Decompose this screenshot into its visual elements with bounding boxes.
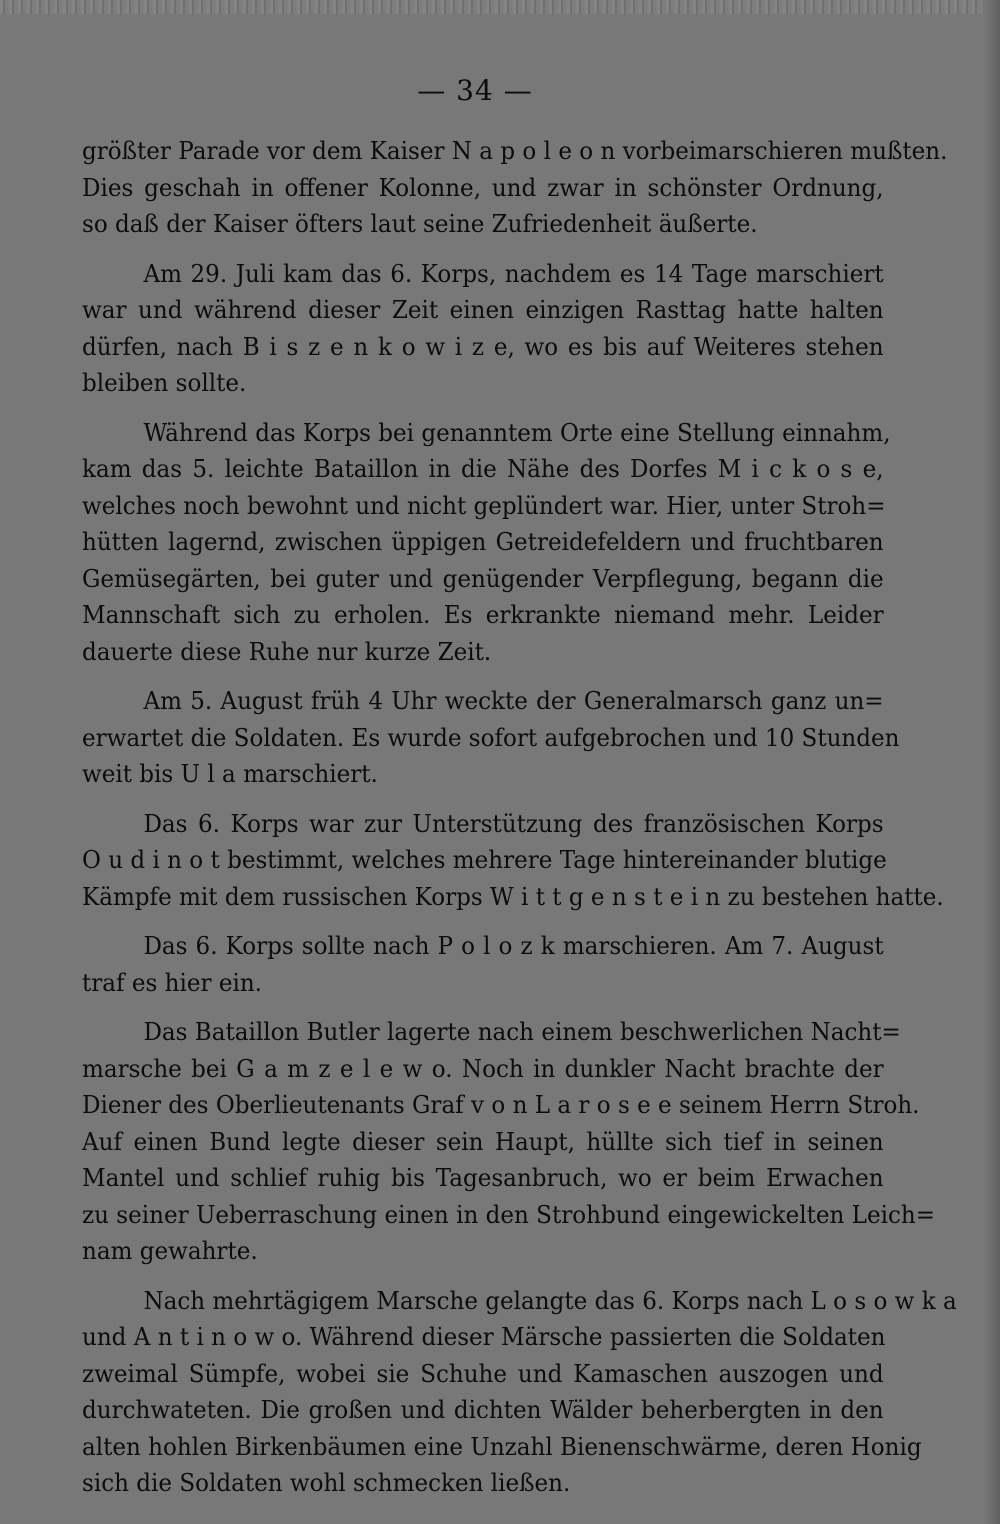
text-line: hütten lagernd, zwischen üppigen Getreidefeldern und fruchtbaren [82,528,884,556]
text-line: weit bis U l a marschiert. [82,760,378,788]
page-number: — 34 — [417,74,533,107]
page-top-edge [0,0,1000,14]
paragraph [82,415,891,671]
text-line: Mannschaft sich zu erholen. Es erkrankte niemand mehr. Leider [82,601,884,629]
text-line: nam gewahrte. [82,1237,258,1265]
paragraph [82,1283,957,1502]
text-line: Diener des Oberlieutenants Graf v o n L a r o s e e seinem Herrn Stroh. [82,1091,920,1119]
text-line: zweimal Sümpfe, wobei sie Schuhe und Kamaschen auszogen und [82,1359,884,1388]
text-line: Am 29. Juli kam das 6. Korps, nachdem es 14 Tage marschiert [143,259,884,288]
paragraph [82,683,900,793]
paragraph [82,806,944,916]
text-line: sich die Soldaten wohl schmecken ließen. [82,1469,571,1497]
text-line: marsche bei G a m z e l e w o. Noch in dunkler Nacht brachte der [82,1054,884,1083]
text-line: alten hohlen Birkenbäumen eine Unzahl Bienenschwärme, deren Honig [82,1432,922,1461]
page-right-edge [982,0,1000,1524]
text-line: Nach mehrtägigem Marsche gelangte das 6. Korps nach L o s o w k a [143,1286,957,1315]
text-line: war und während dieser Zeit einen einzigen Rasttag hatte halten [82,296,884,324]
body-text [82,133,957,1515]
text-line: durchwateten. Die großen und dichten Wälder beherbergten in den [82,1396,884,1424]
text-line: dürfen, nach B i s z e n k o w i z e, wo es bis auf Weiteres stehen [82,332,884,361]
text-line: O u d i n o t bestimmt, welches mehrere Tage hintereinander blutige [82,846,887,874]
text-line: und A n t i n o w o. Während dieser Märsche passierten die Soldaten [82,1323,886,1351]
text-line: größter Parade vor dem Kaiser N a p o l e o n vorbeimarschieren mußten. [82,137,948,165]
text-line: so daß der Kaiser öfters laut seine Zufriedenheit äußerte. [82,210,758,238]
text-line: Mantel und schlief ruhig bis Tagesanbruch, wo er beim Erwachen [82,1164,884,1192]
text-line: Gemüsegärten, bei guter und genügender Verpflegung, begann die [82,564,884,593]
paragraph [82,1014,936,1270]
paragraph [82,256,884,402]
text-line: kam das 5. leichte Bataillon in die Nähe des Dorfes M i c k o s e, [82,455,884,483]
text-line: Das 6. Korps war zur Unterstützung des französischen Korps [143,809,884,838]
text-line: Auf einen Bund legte dieser sein Haupt, hüllte sich tief in seinen [82,1127,884,1156]
text-line: dauerte diese Ruhe nur kurze Zeit. [82,637,492,666]
text-line: zu seiner Ueberraschung einen in den Strohbund eingewickelten Leich= [82,1200,936,1229]
text-line: Das 6. Korps sollte nach P o l o z k marschieren. Am 7. August [143,932,884,960]
text-line: Kämpfe mit dem russischen Korps W i t t g e n s t e i n zu bestehen hatte. [82,882,944,911]
text-line: bleiben sollte. [82,369,247,397]
paragraph [82,928,884,1001]
text-line: Am 5. August früh 4 Uhr weckte der Generalmarsch ganz un= [143,687,884,715]
text-line: erwartet die Soldaten. Es wurde sofort aufgebrochen und 10 Stunden [82,723,900,752]
text-line: Das Bataillon Butler lagerte nach einem beschwerlichen Nacht= [143,1018,901,1046]
paragraph [82,133,948,243]
text-line: traf es hier ein. [82,968,262,997]
text-line: Während das Korps bei genanntem Orte eine Stellung einnahm, [143,418,891,447]
text-line: welches noch bewohnt und nicht geplündert war. Hier, unter Stroh= [82,491,886,520]
text-line: Dies geschah in offener Kolonne, und zwar in schönster Ordnung, [82,173,884,202]
